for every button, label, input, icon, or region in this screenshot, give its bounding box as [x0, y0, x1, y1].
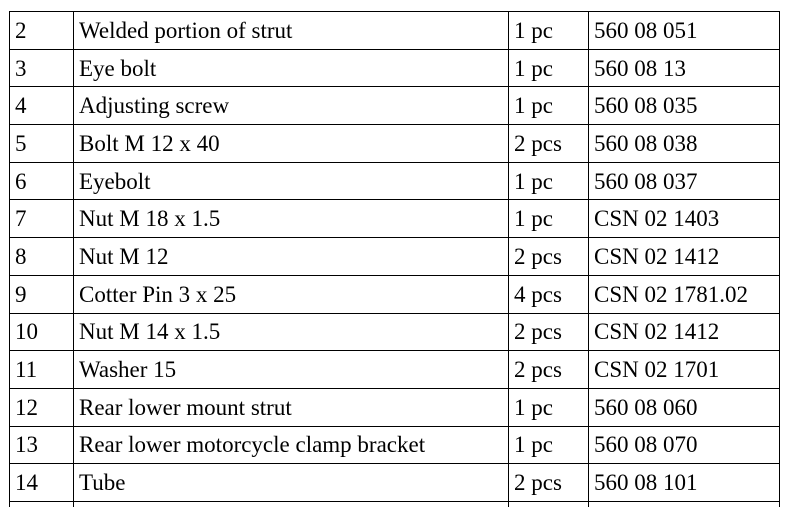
part-number-cell: CSN 02 1403 [589, 200, 780, 238]
part-number-cell: 560 08 070 [589, 426, 780, 464]
table-row [10, 238, 780, 276]
quantity-cell: 2 pcs [509, 125, 589, 163]
parts-list-body [10, 12, 780, 502]
quantity-cell: 2 pcs [509, 464, 589, 502]
part-number-cell: CSN 02 1781.02 [589, 275, 780, 313]
parts-list-table [9, 11, 780, 502]
quantity-cell: 1 pc [509, 49, 589, 87]
item-number-cell: 10 [10, 313, 74, 351]
table-row [10, 351, 780, 389]
description-cell: Nut M 12 [74, 238, 509, 276]
table-row [10, 200, 780, 238]
table-row [10, 125, 780, 163]
item-number-cell: 13 [10, 426, 74, 464]
item-number-cell: 11 [10, 351, 74, 389]
description-cell: Adjusting screw [74, 87, 509, 125]
table-row [10, 12, 780, 50]
description-cell: Eyebolt [74, 162, 509, 200]
description-cell: Tube [74, 464, 509, 502]
quantity-cell: 1 pc [509, 388, 589, 426]
description-cell: Eye bolt [74, 49, 509, 87]
quantity-cell: 1 pc [509, 426, 589, 464]
table-row [10, 426, 780, 464]
description-cell: Rear lower motorcycle clamp bracket [74, 426, 509, 464]
description-cell: Bolt M 12 x 40 [74, 125, 509, 163]
part-number-cell: CSN 02 1412 [589, 238, 780, 276]
part-number-cell: 560 08 035 [589, 87, 780, 125]
quantity-cell: 4 pcs [509, 275, 589, 313]
item-number-cell: 3 [10, 49, 74, 87]
description-cell: Welded portion of strut [74, 12, 509, 50]
item-number-cell: 8 [10, 238, 74, 276]
part-number-cell: 560 08 038 [589, 125, 780, 163]
item-number-cell: 9 [10, 275, 74, 313]
part-number-cell: CSN 02 1412 [589, 313, 780, 351]
part-number-cell: 560 08 060 [589, 388, 780, 426]
table-row [10, 464, 780, 502]
quantity-cell: 1 pc [509, 200, 589, 238]
item-number-cell: 12 [10, 388, 74, 426]
table-row [10, 162, 780, 200]
item-number-cell: 7 [10, 200, 74, 238]
quantity-cell: 2 pcs [509, 351, 589, 389]
description-cell: Rear lower mount strut [74, 388, 509, 426]
next-row-border-fragment [9, 501, 780, 507]
quantity-cell: 1 pc [509, 12, 589, 50]
item-number-cell: 5 [10, 125, 74, 163]
item-number-cell: 14 [10, 464, 74, 502]
quantity-cell: 2 pcs [509, 238, 589, 276]
table-row [10, 49, 780, 87]
table-row [10, 275, 780, 313]
part-number-cell: 560 08 13 [589, 49, 780, 87]
item-number-cell: 6 [10, 162, 74, 200]
quantity-cell: 2 pcs [509, 313, 589, 351]
quantity-cell: 1 pc [509, 162, 589, 200]
table-row [10, 388, 780, 426]
part-number-cell: 560 08 051 [589, 12, 780, 50]
item-number-cell: 4 [10, 87, 74, 125]
quantity-cell: 1 pc [509, 87, 589, 125]
table-row [10, 313, 780, 351]
part-number-cell: CSN 02 1701 [589, 351, 780, 389]
description-cell: Washer 15 [74, 351, 509, 389]
table-row [10, 87, 780, 125]
part-number-cell: 560 08 037 [589, 162, 780, 200]
description-cell: Cotter Pin 3 x 25 [74, 275, 509, 313]
description-cell: Nut M 18 x 1.5 [74, 200, 509, 238]
part-number-cell: 560 08 101 [589, 464, 780, 502]
item-number-cell: 2 [10, 12, 74, 50]
description-cell: Nut M 14 x 1.5 [74, 313, 509, 351]
